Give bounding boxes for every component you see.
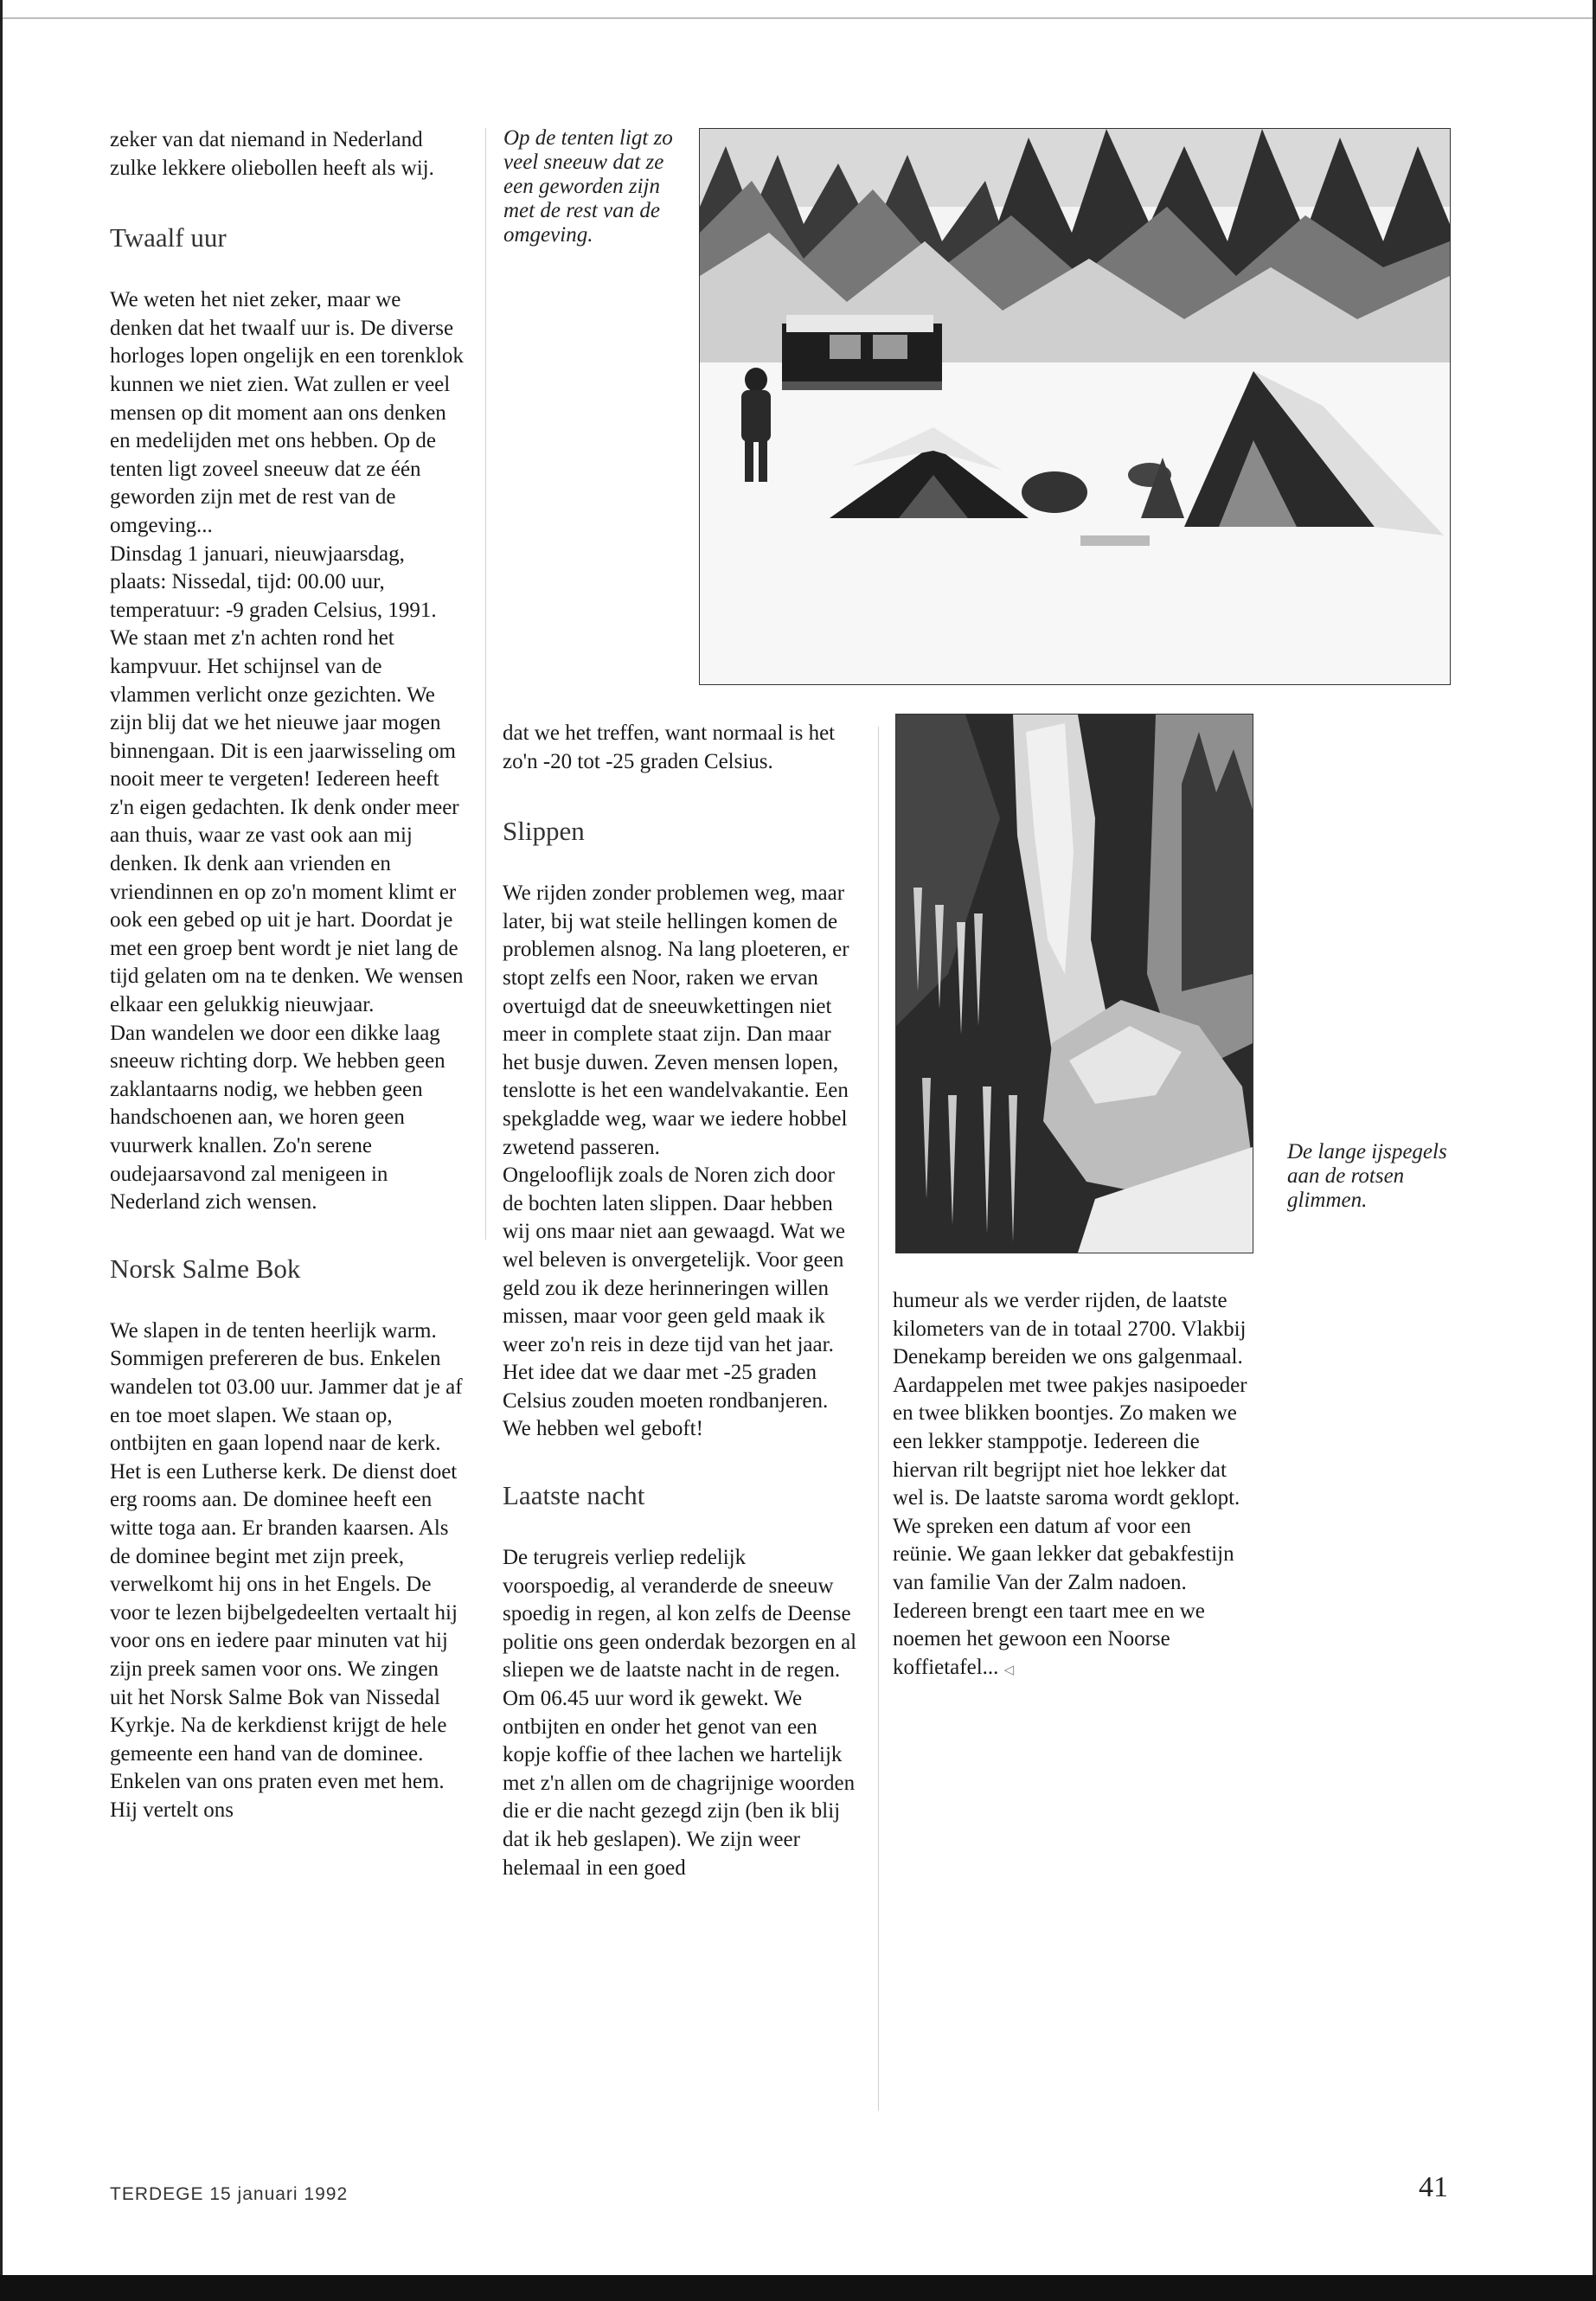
paragraph: humeur als we verder rijden, de laatste kilometers van de in totaal 2700. Vlakbij Denekamp bereiden we ons galgenmaal. Aardappelen met twee pakjes nasipoeder en twee blikken boontjes. Zo maken we een lekker stamppotje. Iedereen die hiervan rilt begrijpt niet hoe lekker dat wel is. De laatste saroma wordt geklopt. <box>893 1289 1247 1510</box>
section-heading-laatste-nacht: Laatste nacht <box>503 1480 645 1511</box>
article-column-1 <box>110 126 465 1824</box>
paragraph: Ongelooflijk zoals de Noren zich door de bochten laten slippen. Daar hebben wij ons maar niet aan gewaagd. Wat we wel beleven is onvergetelijk. Voor geen geld zou ik deze herinneringen willen missen, maar voor geen geld maak ik weer zo'n reis in deze tijd van het jaar. Het idee dat we daar met -25 graden Celsius zouden moeten rondbanjeren. We hebben wel geboft! <box>503 1163 845 1441</box>
paragraph: We slapen in de tenten heerlijk warm. Sommigen prefereren de bus. Enkelen wandelen tot 03.00 uur. Jammer dat je af en toe moet slapen. We staan op, ontbijten en gaan lopend naar de kerk. Het is een Lutherse kerk. De dienst doet erg rooms aan. De dominee heeft een witte toga aan. Er branden kaarsen. Als de dominee begint met zijn preek, verwelkomt hij ons in het Engels. De voor te lezen bijbelgedeelten vertaalt hij voor ons en iedere paar minuten vat hij zijn preek samen voor ons. We zingen uit het Norsk Salme Bok van Nissedal Kyrkje. Na de kerkdienst krijgt de hele gemeente een hand van de dominee. Enkelen van ons praten even met hem. Hij vertelt ons <box>110 1318 463 1822</box>
section-heading-slippen: Slippen <box>503 816 585 847</box>
paragraph: We weten het niet zeker, maar we denken dat het twaalf uur is. De diverse horloges lopen ongelijk en een torenklok kunnen we niet zien. Wat zullen er veel mensen op dit moment aan ons denken en medelijden met ons hebben. Op de tenten ligt zoveel sneeuw dat ze één geworden zijn met de rest van de omgeving... <box>110 288 464 537</box>
end-of-article-icon: ◁ <box>1003 1663 1015 1677</box>
photo-caption-tents: Op de tenten ligt zo veel sneeuw dat ze een geworden zijn met de rest van de omgeving. <box>503 126 673 247</box>
section-heading-norsk-salme-bok: Norsk Salme Bok <box>110 1253 301 1284</box>
page-right-edge <box>1593 0 1596 2301</box>
page-number: 41 <box>1419 2171 1448 2203</box>
paragraph: We rijden zonder problemen weg, maar later, bij wat steile hellingen komen de problemen alsnog. Na lang ploeteren, er stopt zelfs een Noor, raken we ervan overtuigd dat de sneeuwkettingen niet meer in complete staat zijn. Dan maar het busje duwen. Zeven mensen lopen, tenslotte is het een wandelvakantie. Een spekgladde weg, waar we iedere hobbel zwetend passeren. <box>503 881 849 1159</box>
paragraph: dat we het treffen, want normaal is het zo'n -20 tot -25 graden Celsius. <box>503 721 836 773</box>
publication-footer: TERDEGE 15 januari 1992 <box>110 2184 349 2204</box>
tents-snow-illustration <box>700 129 1450 684</box>
paragraph: Om 06.45 uur word ik gewekt. We ontbijten en onder het genot van een kopje koffie of thee lachen we hartelijk met z'n allen om de chagrijnige woorden die er die nacht gezegd zijn (ben ik blij dat ik heb geslapen). We zijn weer helemaal in een goed <box>503 1687 856 1880</box>
paragraph <box>893 1513 1247 1685</box>
photo-icicles-on-rocks <box>895 714 1253 1253</box>
column-divider <box>485 128 486 1240</box>
paragraph-text: We spreken een datum af voor een reünie. We gaan lekker dat gebakfestijn van familie Van der Zalm nadoen. Iedereen brengt een taart mee en we noemen het gewoon een Noorse koffietafel... <box>893 1514 1234 1679</box>
column-divider <box>878 727 879 2111</box>
photo-tents-in-snow <box>699 128 1451 685</box>
paragraph: Dan wandelen we door een dikke laag sneeuw richting dorp. We hebben geen zaklantaarns nodig, we hebben geen handschoenen aan, we horen geen vuurwerk knallen. Zo'n serene oudejaarsavond zal menigeen in Nederland zich wensen. <box>110 1021 445 1215</box>
article-column-2 <box>503 720 857 1882</box>
article-column-3 <box>893 1287 1247 1684</box>
page-top-rule <box>0 17 1596 19</box>
photo-caption-icicles: De lange ijspegels aan de rotsen glimmen. <box>1287 1140 1447 1212</box>
page-left-edge <box>0 0 3 2301</box>
paragraph: De terugreis verliep redelijk voorspoedig, al veranderde de sneeuw spoedig in regen, al kon zelfs de Deense politie ons geen onderdak bezorgen en al sliepen we de laatste nacht in de regen. <box>503 1546 857 1682</box>
paragraph: Dinsdag 1 januari, nieuwjaarsdag, plaats: Nissedal, tijd: 00.00 uur, temperatuur: -9 graden Celsius, 1991. We staan met z'n achten rond het kampvuur. Het schijnsel van de vlammen verlicht onze gezichten. We zijn blij dat we het nieuwe jaar mogen binnengaan. Dit is een jaarwisseling om nooit meer te vergeten! Iedereen heeft z'n eigen gedachten. Ik denk onder meer aan thuis, waar ze vast ook aan mij denken. Ik denk aan vrienden en vriendinnen en op zo'n moment klimt er ook een gebed op uit je hart. Doordat je met een groep bent wordt je niet lang de tijd gelaten om na te denken. We wensen elkaar een gelukkig nieuwjaar. <box>110 542 464 1017</box>
section-heading-twaalf-uur: Twaalf uur <box>110 222 227 253</box>
page-bottom-band <box>0 2275 1596 2301</box>
paragraph: zeker van dat niemand in Nederland zulke lekkere oliebollen heeft als wij. <box>110 128 434 180</box>
icicles-illustration <box>896 715 1253 1253</box>
